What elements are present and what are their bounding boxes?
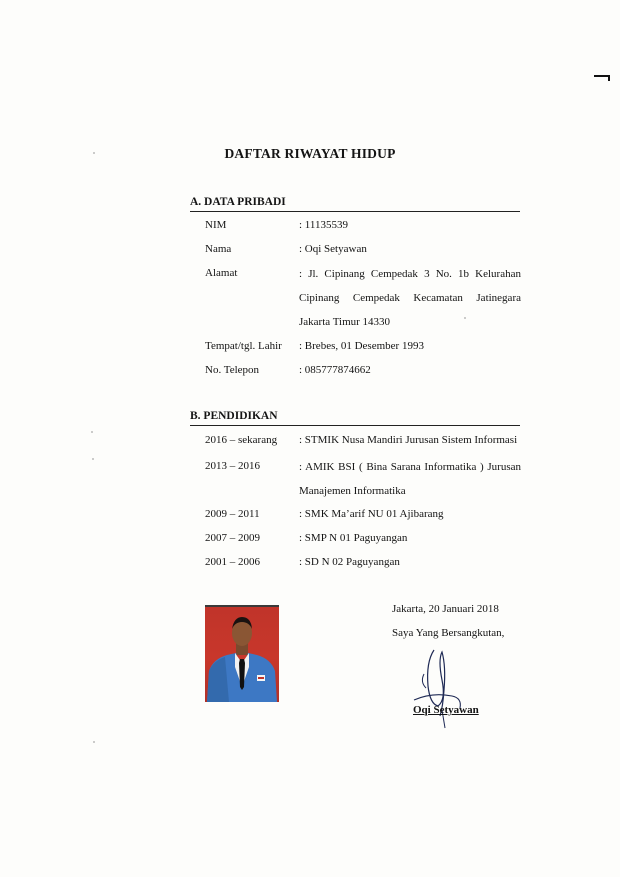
scan-speck — [464, 317, 466, 319]
document-title: DAFTAR RIWAYAT HIDUP — [224, 146, 396, 161]
section-divider — [190, 425, 520, 426]
scan-speck — [93, 152, 95, 154]
school-value: : STMIK Nusa Mandiri Jurusan Sistem Informasi — [299, 434, 518, 446]
scan-speck — [92, 458, 94, 460]
scan-speck — [93, 741, 95, 743]
section-divider — [190, 211, 520, 212]
field-label: Tempat/tgl. Lahir — [205, 340, 282, 352]
handwritten-signature — [412, 640, 482, 730]
field-label: No. Telepon — [205, 364, 260, 376]
section-heading-personal: A. DATA PRIBADI — [190, 196, 286, 208]
period-label: 2001 – 2006 — [205, 556, 260, 568]
school-value: : AMIK BSI ( Bina Sarana Informatika ) Jurusan Manajemen Informatika — [299, 461, 521, 497]
school-value: : SD N 02 Paguyangan — [299, 556, 400, 568]
field-value: : Jl. Cipinang Cempedak 3 No. 1b Kelurahan Cipinang Cempedak Kecamatan Jatinegara Jakarta Timur 14330 — [299, 268, 521, 328]
field-label: Alamat — [205, 267, 238, 279]
place-date: Jakarta, 20 Januari 2018 — [392, 603, 499, 615]
scan-speck — [91, 431, 93, 433]
closing-text: Saya Yang Bersangkutan, — [392, 627, 505, 639]
scan-corner-mark — [594, 75, 610, 81]
school-value: : SMK Ma’arif NU 01 Ajibarang — [299, 508, 444, 520]
signatory-name: Oqi Setyawan — [413, 704, 479, 716]
field-value: : Brebes, 01 Desember 1993 — [299, 340, 424, 352]
period-label: 2007 – 2009 — [205, 532, 260, 544]
period-label: 2009 – 2011 — [205, 508, 260, 520]
field-value: : 085777874662 — [299, 364, 371, 376]
field-value: : 11135539 — [299, 219, 348, 231]
period-label: 2016 – sekarang — [205, 434, 278, 446]
person-portrait-icon — [205, 605, 279, 702]
field-label: Nama — [205, 243, 232, 255]
field-label: NIM — [205, 219, 227, 231]
school-value: : SMP N 01 Paguyangan — [299, 532, 408, 544]
section-heading-education: B. PENDIDIKAN — [190, 410, 278, 422]
field-value: : Oqi Setyawan — [299, 243, 367, 255]
period-label: 2013 – 2016 — [205, 460, 260, 472]
profile-photo — [205, 605, 279, 702]
